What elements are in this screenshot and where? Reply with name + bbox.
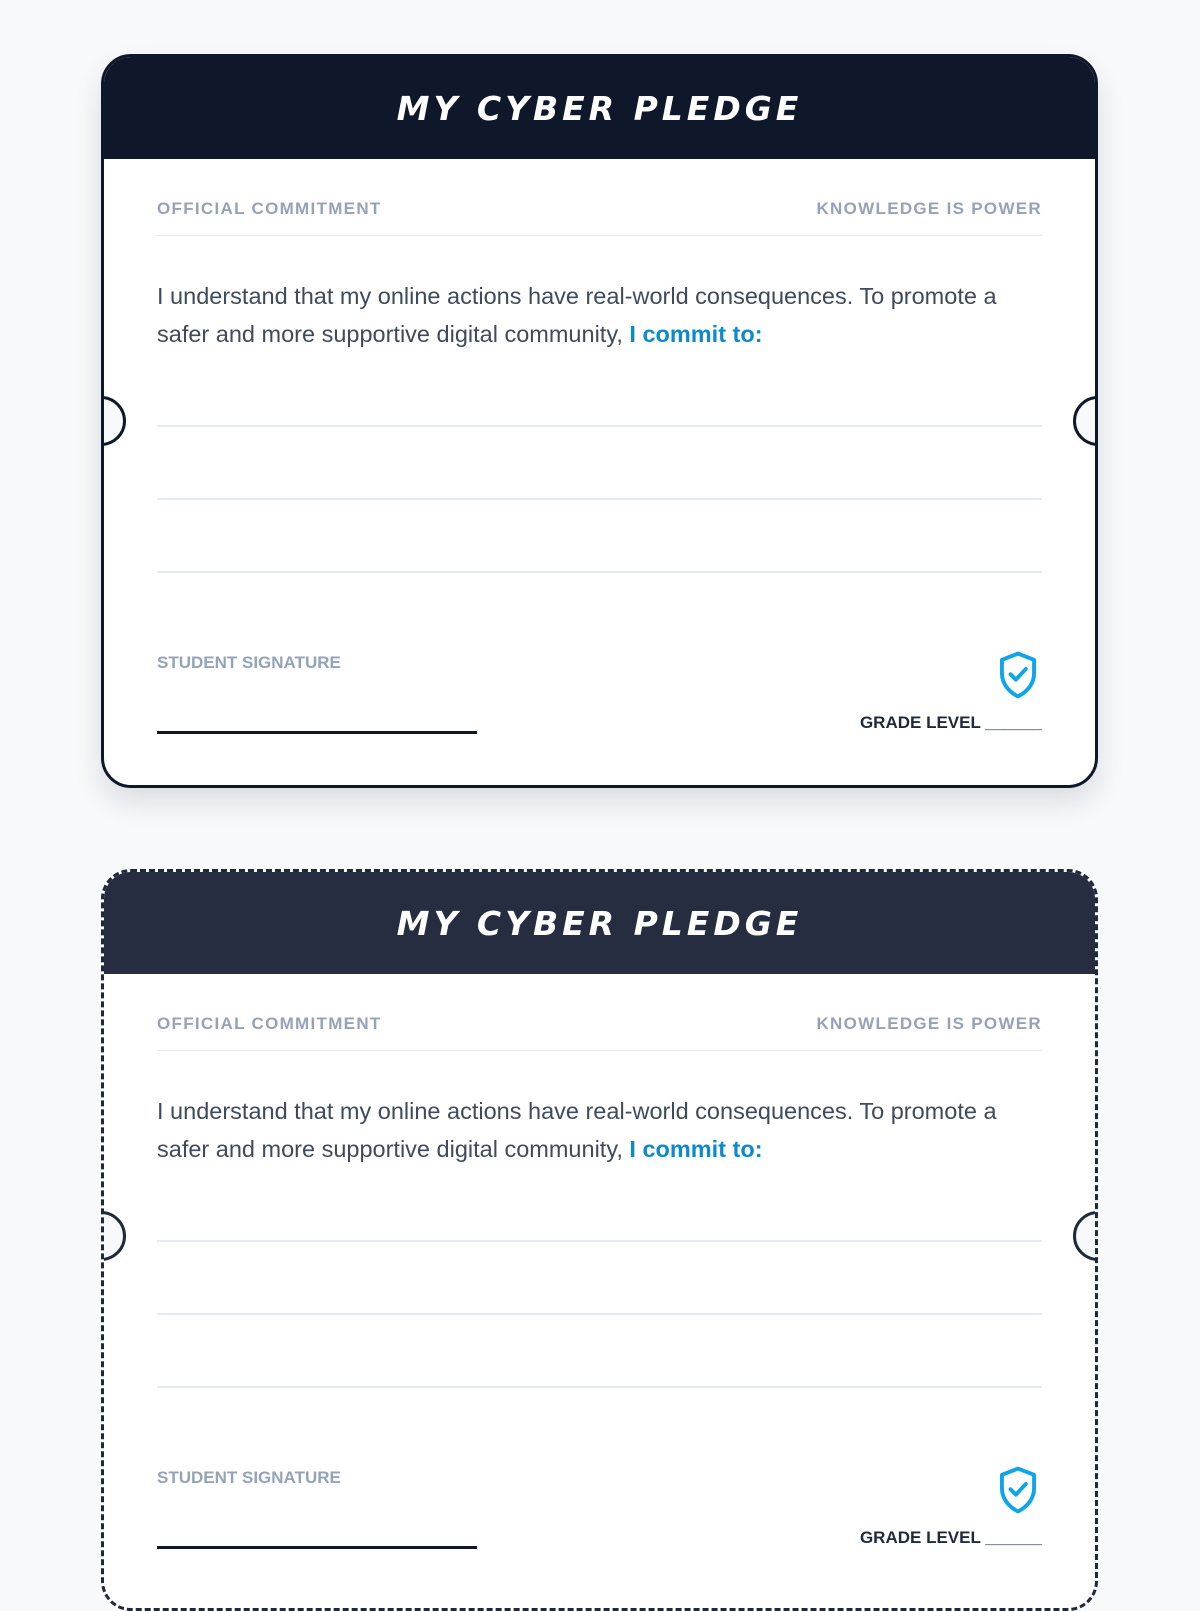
signature-label: STUDENT SIGNATURE [157,1468,341,1487]
card-header [104,872,1095,974]
pledge-intro [157,1092,1045,1168]
meta-left-label: OFFICIAL COMMITMENT [157,1014,382,1033]
meta-right-label: KNOWLEDGE IS POWER [816,1014,1042,1033]
pledge-card-solid [101,54,1098,788]
pledge-intro-text: I understand that my online actions have real-world consequences. To promote a safer and more supportive digital community, [157,283,997,347]
pledge-intro-text: I understand that my online actions have real-world consequences. To promote a safer and more supportive digital community, [157,1098,997,1162]
pledge-intro [157,277,1045,353]
left-punch-notch [101,396,126,446]
card-header [104,57,1095,159]
meta-right-label: KNOWLEDGE IS POWER [816,199,1042,218]
pledge-commit-highlight: I commit to: [629,1136,763,1162]
right-punch-notch [1073,1211,1098,1261]
card-title: MY CYBER PLEDGE [396,88,803,128]
signature-line [157,1546,477,1549]
commitment-write-line [157,1240,1042,1242]
meta-row [157,1014,1042,1051]
pledge-commit-highlight: I commit to: [629,321,763,347]
shield-check-icon [996,1465,1040,1515]
left-punch-notch [101,1211,126,1261]
grade-level-label: GRADE LEVEL ______ [859,1528,1042,1547]
commitment-write-line [157,425,1042,427]
commitment-write-line [157,571,1042,573]
meta-row [157,199,1042,236]
right-punch-notch [1073,396,1098,446]
card-title: MY CYBER PLEDGE [396,903,803,943]
commitment-write-line [157,498,1042,500]
signature-line [157,731,477,734]
meta-left-label: OFFICIAL COMMITMENT [157,199,382,218]
grade-level-label: GRADE LEVEL ______ [859,713,1042,732]
commitment-write-line [157,1386,1042,1388]
signature-label: STUDENT SIGNATURE [157,653,341,672]
commitment-write-line [157,1313,1042,1315]
shield-check-icon [996,650,1040,700]
pledge-card-dashed [101,869,1098,1611]
